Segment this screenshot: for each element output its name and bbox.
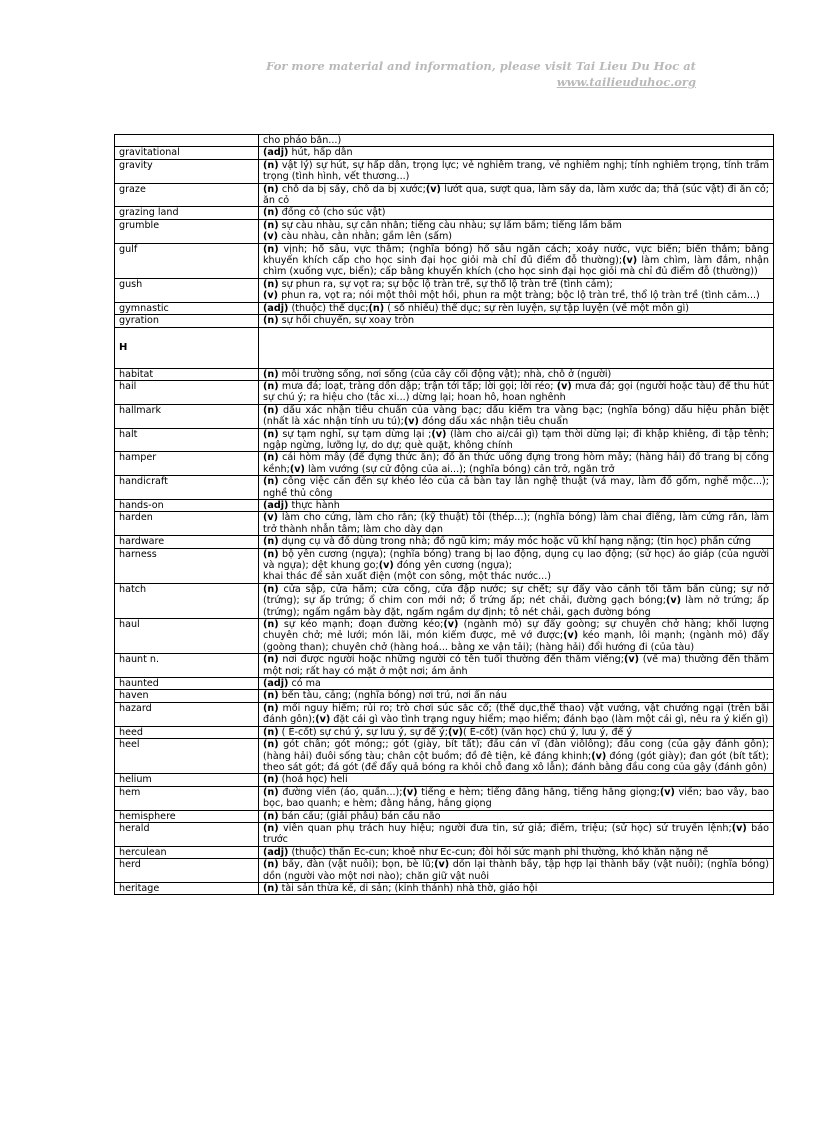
table-row — [115, 499, 774, 511]
table-row — [115, 380, 774, 404]
table-row — [115, 278, 774, 302]
entry-definition: (n) sự càu nhàu, sự cằn nhằn; tiếng càu nhàu; sự lầm bầm; tiếng lầm bầm (v) càu nhàu, cằn nhằn; gầm lên (sấm) — [259, 219, 774, 243]
entry-term: graze — [115, 183, 259, 207]
entry-definition: (adj) có ma — [259, 678, 774, 690]
entry-term: heritage — [115, 882, 259, 894]
table-row — [115, 536, 774, 548]
entry-term — [115, 135, 259, 147]
entry-definition: (n) môi trường sống, nơi sống (của cây cối động vật); nhà, chỗ ở (người) — [259, 368, 774, 380]
table-row — [115, 476, 774, 500]
table-row — [115, 846, 774, 858]
entry-term: gulf — [115, 243, 259, 278]
entry-term: H — [115, 327, 259, 368]
entry-term: gymnastic — [115, 302, 259, 314]
table-row — [115, 512, 774, 536]
entry-definition: (n) đồng cỏ (cho súc vật) — [259, 207, 774, 219]
entry-definition: (n) bộ yên cương (ngựa); (nghĩa bóng) trang bị lao động, dụng cụ lao động; (sử học) áo giáp (của người và ngựa); dệt khung go;(v) đóng yên cương (ngựa); khai thác để sản xuất điện (một con sông, một thác nước...) — [259, 548, 774, 583]
table-row — [115, 404, 774, 428]
entry-definition: (n) dấu xác nhận tiêu chuẩn của vàng bạc; dấu kiểm tra vàng bạc; (nghĩa bóng) dấu hiệu phân biệt (nhất là xác nhận tính ưu tú);(v) đóng dấu xác nhận tiêu chuẩn — [259, 404, 774, 428]
entry-term: harness — [115, 548, 259, 583]
entry-definition: (adj) (thuộc) thần Ec-cun; khoẻ như Ec-cun; đòi hỏi sức mạnh phi thường, khó khăn nặng nề — [259, 846, 774, 858]
entry-term: grumble — [115, 219, 259, 243]
entry-term: hem — [115, 786, 259, 810]
entry-definition: cho pháo bắn...) — [259, 135, 774, 147]
entry-definition: (n) chỗ da bị sầy, chỗ da bị xước;(v) lướt qua, sượt qua, làm sầy da, làm xước da; thả (súc vật) đi ăn cỏ; ăn cỏ — [259, 183, 774, 207]
entry-term: helium — [115, 774, 259, 786]
entry-term: haunt n. — [115, 654, 259, 678]
entry-term: habitat — [115, 368, 259, 380]
table-row — [115, 583, 774, 618]
table-row — [115, 207, 774, 219]
entry-term: hardware — [115, 536, 259, 548]
entry-definition: (adj) (thuộc) thể dục;(n) ( số nhiều) thể dục; sự rèn luyện, sự tập luyện (về một môn gì) — [259, 302, 774, 314]
entry-term: grazing land — [115, 207, 259, 219]
entry-definition: (n) gót chân; gót móng;; gót (giày, bít tất); đầu cán vĩ (đàn viôlông); đầu cong (của gậy đánh gôn); (hàng hải) đuôi sống tàu; chân cột buồm; đồ đê tiện, kẻ đáng khinh;(v) đóng (gót giày); đan gót (bít tất); theo sát gót; đá gót (để đẩy quả bóng ra khỏi chỗ đang xô lẫn); đánh bằng đầu cong của gậy (đánh gôn) — [259, 739, 774, 774]
table-row — [115, 619, 774, 654]
entry-term: haven — [115, 690, 259, 702]
table-row — [115, 739, 774, 774]
entry-definition: (n) ( Ê-cốt) sự chú ý, sự lưu ý, sự để ý;(v)( Ê-cốt) (văn học) chú ý, lưu ý, để ý — [259, 726, 774, 738]
entry-term: halt — [115, 428, 259, 452]
table-row — [115, 882, 774, 894]
watermark — [266, 58, 696, 90]
table-row — [115, 678, 774, 690]
entry-term: hands-on — [115, 499, 259, 511]
entry-definition: (adj) hút, hấp dẫn — [259, 147, 774, 159]
table-row — [115, 243, 774, 278]
table-row — [115, 548, 774, 583]
entry-term: hemisphere — [115, 810, 259, 822]
entry-definition: (n) sự kéo mạnh; đoạn đường kéo;(v) (ngành mỏ) sự đẩy goòng; sự chuyên chở hàng; khối lượng chuyên chở; mẻ lưới; món lãi, món kiếm được, mẻ vớ được;(v) kéo mạnh, lôi mạnh; (ngành mỏ) đẩy (goòng than); chuyên chở (hàng hoá... bằng xe vận tải); (hàng hải) đổi hướng đi (của tàu) — [259, 619, 774, 654]
entry-term: heel — [115, 739, 259, 774]
table-row — [115, 786, 774, 810]
entry-term: hail — [115, 380, 259, 404]
entry-term: herd — [115, 859, 259, 883]
table-row — [115, 159, 774, 183]
entry-term: handicraft — [115, 476, 259, 500]
table-row — [115, 368, 774, 380]
watermark-line1: For more material and information, please visit Tai Lieu Du Hoc at — [266, 59, 696, 73]
table-row — [115, 135, 774, 147]
entry-definition: (n) sự phun ra, sự vọt ra; sự bộc lộ tràn trề, sự thổ lộ tràn trề (tình cảm); (v) phun ra, vọt ra; nói một thôi một hồi, phun ra một tràng; bộc lộ tràn trề, thổ lộ tràn trề (tình cảm...) — [259, 278, 774, 302]
entry-definition: (v) làm cho cứng, làm cho rắn; (kỹ thuật) tôi (thép...); (nghĩa bóng) làm chai điếng, làm cứng rắn, làm trở thành nhẫn tâm; làm cho dày dạn — [259, 512, 774, 536]
table-row — [115, 654, 774, 678]
table-row — [115, 219, 774, 243]
table-row — [115, 859, 774, 883]
entry-term: herald — [115, 822, 259, 846]
entry-definition: (n) nơi được người hoặc những người có tên tuổi thường đến thăm viếng;(v) (về ma) thường đến thăm một nơi; rất hay có mặt ở một nơi; ám ảnh — [259, 654, 774, 678]
table-row — [115, 702, 774, 726]
table-row — [115, 183, 774, 207]
entry-definition: (n) bán cầu; (giải phẫu) bán cầu não — [259, 810, 774, 822]
entry-definition: (n) vật lý) sự hút, sự hấp dẫn, trọng lực; vẻ nghiêm trang, vẻ nghiêm nghị; tính nghiêm trọng, tính trầm trọng (tình hình, vết thương...) — [259, 159, 774, 183]
entry-term: haunted — [115, 678, 259, 690]
entry-term: gravity — [115, 159, 259, 183]
entry-term: gravitational — [115, 147, 259, 159]
entry-term: herculean — [115, 846, 259, 858]
entry-definition: (n) cửa sập, cửa hầm; cửa cống, cửa đập nước; sự chết; sự đẩy vào cảnh tối tăm bần cùng; sự nở (trứng); sự ấp trứng; ổ chim con mới nở; ổ trứng ấp; nét chải, đường gạch bóng;(v) làm nở trứng; ấp (trứng); ngấm ngầm bày đặt, ngấm ngầm dự định; tô nét chải, gạch đường bóng — [259, 583, 774, 618]
vocabulary-table — [114, 134, 774, 895]
entry-term: hazard — [115, 702, 259, 726]
table-row — [115, 302, 774, 314]
entry-definition: (n) sự tạm nghỉ, sự tạm dừng lại ;(v) (làm cho ai/cái gì) tạm thời dừng lại; đi khập khiễng, đi tập tễnh; ngập ngừng, lưỡng lự, do dự; què quặt, không chính — [259, 428, 774, 452]
table-row — [115, 690, 774, 702]
table-row — [115, 428, 774, 452]
entry-definition: (n) sự hồi chuyển, sự xoay tròn — [259, 315, 774, 327]
entry-term: gyration — [115, 315, 259, 327]
table-row — [115, 315, 774, 327]
table-row — [115, 147, 774, 159]
entry-definition: (n) đường viền (áo, quần...);(v) tiếng e hèm; tiếng đằng hắng, tiếng hắng giọng;(v) viền; bao vây, bao bọc, bao quanh; e hèm; đằng hắng, hắng giọng — [259, 786, 774, 810]
watermark-url[interactable]: www.tailieuduhoc.org — [556, 75, 696, 89]
entry-definition: (adj) thực hành — [259, 499, 774, 511]
entry-definition: (n) cái hòm mây (để đựng thức ăn); đồ ăn thức uống đựng trong hòm mây; (hàng hải) đồ trang bị cồng kềnh;(v) làm vướng (sự cử động của ai...); (nghĩa bóng) cản trở, ngăn trở — [259, 452, 774, 476]
letter-section-row — [115, 327, 774, 368]
entry-definition: (n) tài sản thừa kế, di sản; (kinh thánh) nhà thờ, giáo hội — [259, 882, 774, 894]
entry-definition: (n) dụng cụ và đồ dùng trong nhà; đồ ngũ kim; máy móc hoặc vũ khí hạng nặng; (tin học) phần cứng — [259, 536, 774, 548]
entry-definition — [259, 327, 774, 368]
entry-definition: (n) công việc cần đến sự khéo léo của cả bàn tay lẫn nghệ thuật (vá may, làm đồ gốm, nghề mộc...); nghề thủ công — [259, 476, 774, 500]
entry-term: hatch — [115, 583, 259, 618]
entry-definition: (n) viên quan phụ trách huy hiệu; người đưa tin, sứ giả; điềm, triệu; (sử học) sứ truyền lệnh;(v) báo trước — [259, 822, 774, 846]
vocabulary-table-body — [115, 135, 774, 895]
entry-definition: (n) bến tàu, cảng; (nghĩa bóng) nơi trú, nơi ẩn náu — [259, 690, 774, 702]
entry-definition: (n) bầy, đàn (vật nuôi); bọn, bè lũ;(v) dồn lại thành bầy, tập hợp lại thành bầy (vật nuôi); (nghĩa bóng) dồn (người vào một nơi nào); chăn giữ vật nuôi — [259, 859, 774, 883]
entry-term: gush — [115, 278, 259, 302]
entry-term: heed — [115, 726, 259, 738]
entry-definition: (n) vịnh; hố sâu, vực thẳm; (nghĩa bóng) hố sâu ngăn cách; xoáy nước, vực biển; biển thẳm; bằng khuyến khích cấp cho học sinh đại học giỏi mà chỉ đủ điểm đỗ thường);(v) làm chìm, làm đắm, nhận chìm (xuống vực, biển); cấp bằng khuyến khích (cho học sinh đại học giỏi mà chỉ đủ điểm đỗ (thường)) — [259, 243, 774, 278]
entry-definition: (n) mưa đá; loạt, tràng dồn dập; trận tới tấp; lời gọi; lời réo; (v) mưa đá; gọi (người hoặc tàu) để thu hút sự chú ý; ra hiệu cho (tắc xi...) dừng lại; hoan hô, hoan nghênh — [259, 380, 774, 404]
entry-definition: (n) (hoá học) heli — [259, 774, 774, 786]
table-row — [115, 810, 774, 822]
table-row — [115, 774, 774, 786]
entry-term: hallmark — [115, 404, 259, 428]
entry-term: haul — [115, 619, 259, 654]
table-row — [115, 726, 774, 738]
entry-term: harden — [115, 512, 259, 536]
entry-definition: (n) mối nguy hiểm; rủi ro; trò chơi súc sắc cổ; (thể dục,thể thao) vật vướng, vật chướng ngại (trên bãi đánh gôn);(v) đặt cái gì vào tình trạng nguy hiểm; mạo hiểm; đánh bạo (làm một cái gì, nêu ra ý kiến gì) — [259, 702, 774, 726]
table-row — [115, 452, 774, 476]
entry-term: hamper — [115, 452, 259, 476]
table-row — [115, 822, 774, 846]
